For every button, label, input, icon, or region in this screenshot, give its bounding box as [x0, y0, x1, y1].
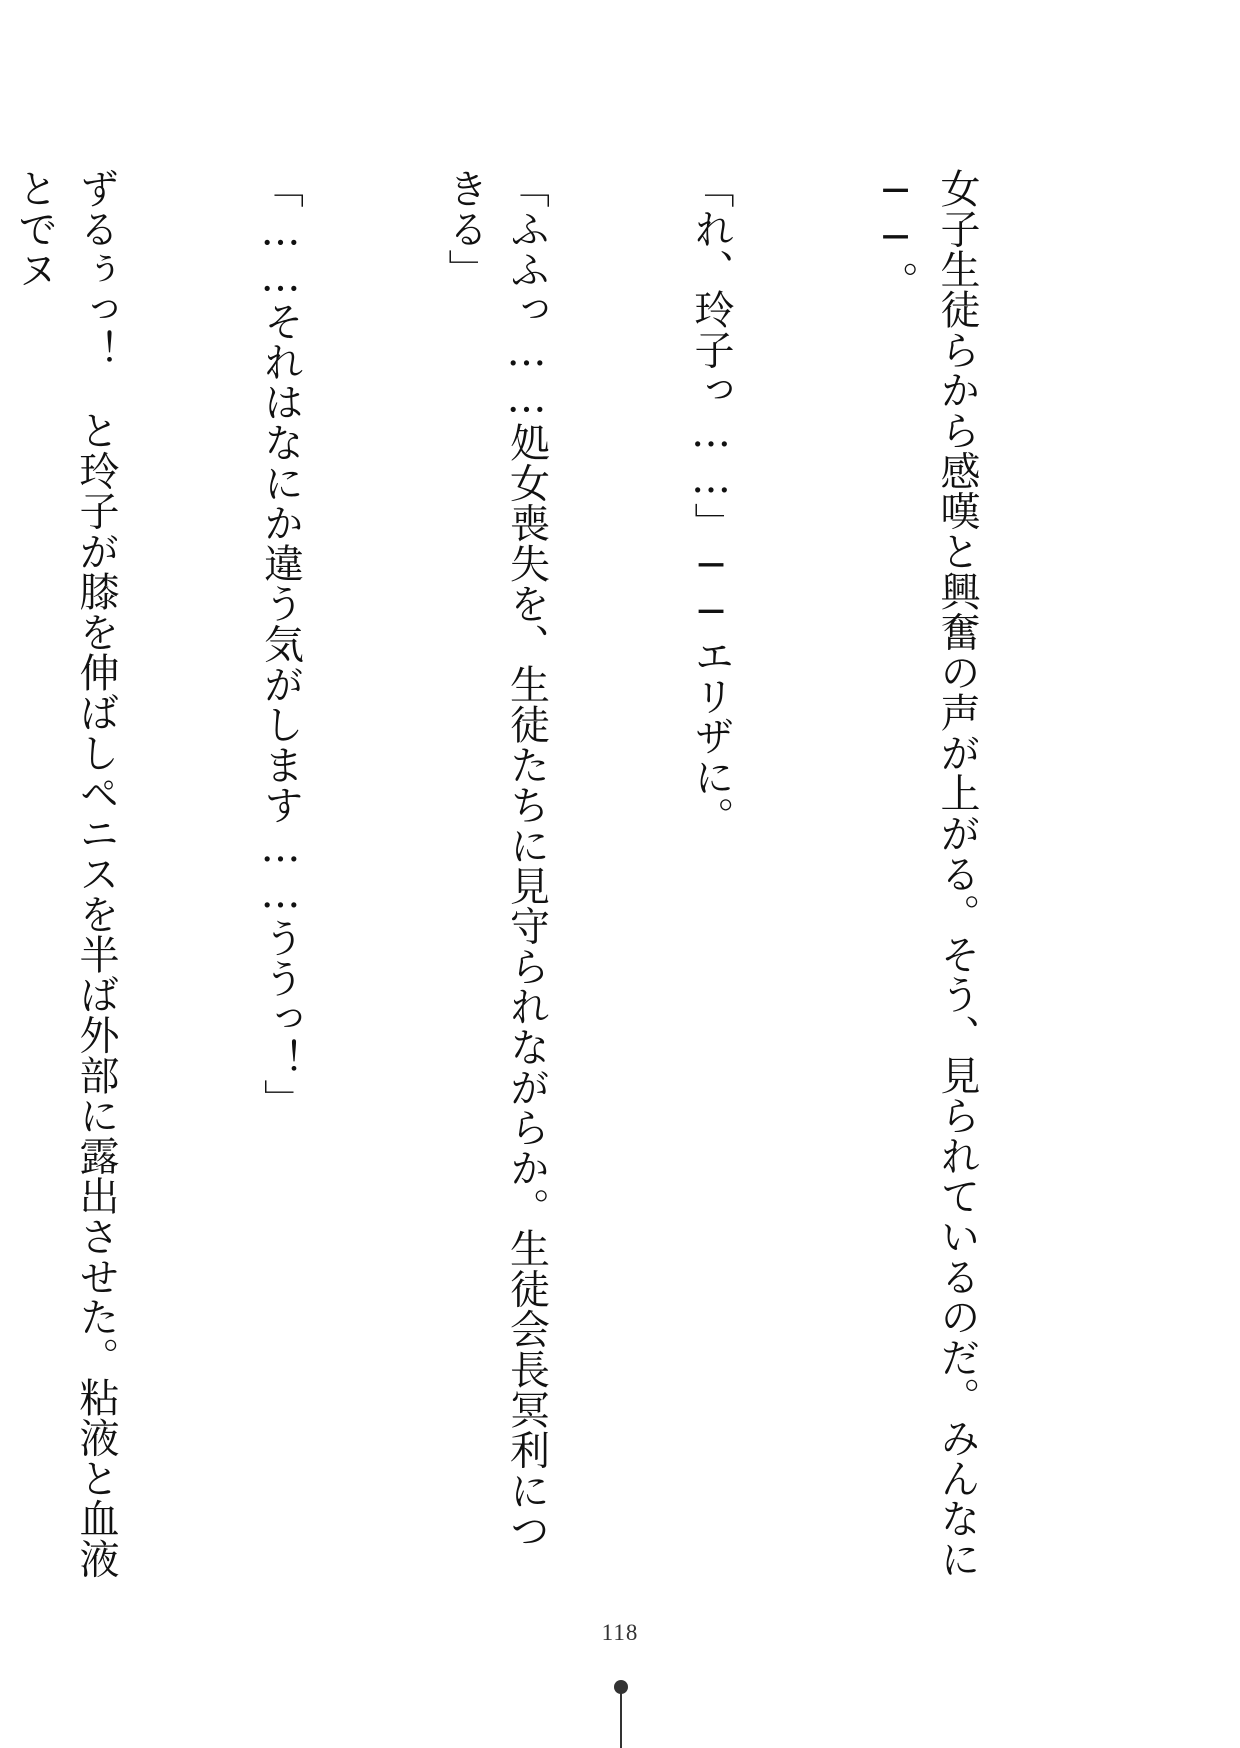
- vertical-body-text: [11, 168, 1110, 1588]
- text-line: ずるぅっ！ と玲子が膝を伸ばしペニスを半ば外部に露出させた。粘液と血液とでヌ: [11, 168, 119, 1579]
- text-line: 女子生徒らから感嘆と興奮の声が上がる。そう、見られているのだ。みんなに──。: [872, 168, 980, 1579]
- text-line: 「ふふっ……処女喪失を、生徒たちに見守られながらか。生徒会長冥利につきる」: [442, 168, 550, 1551]
- text-line: 「……それはなにか違う気がします……ううっ！」: [257, 168, 304, 1119]
- page-marker-line: [620, 1692, 622, 1748]
- page-number: 118: [601, 1620, 639, 1645]
- text-line: 「れ、玲子っ……」──エリザに。: [688, 168, 734, 837]
- page-marker: [614, 1680, 628, 1748]
